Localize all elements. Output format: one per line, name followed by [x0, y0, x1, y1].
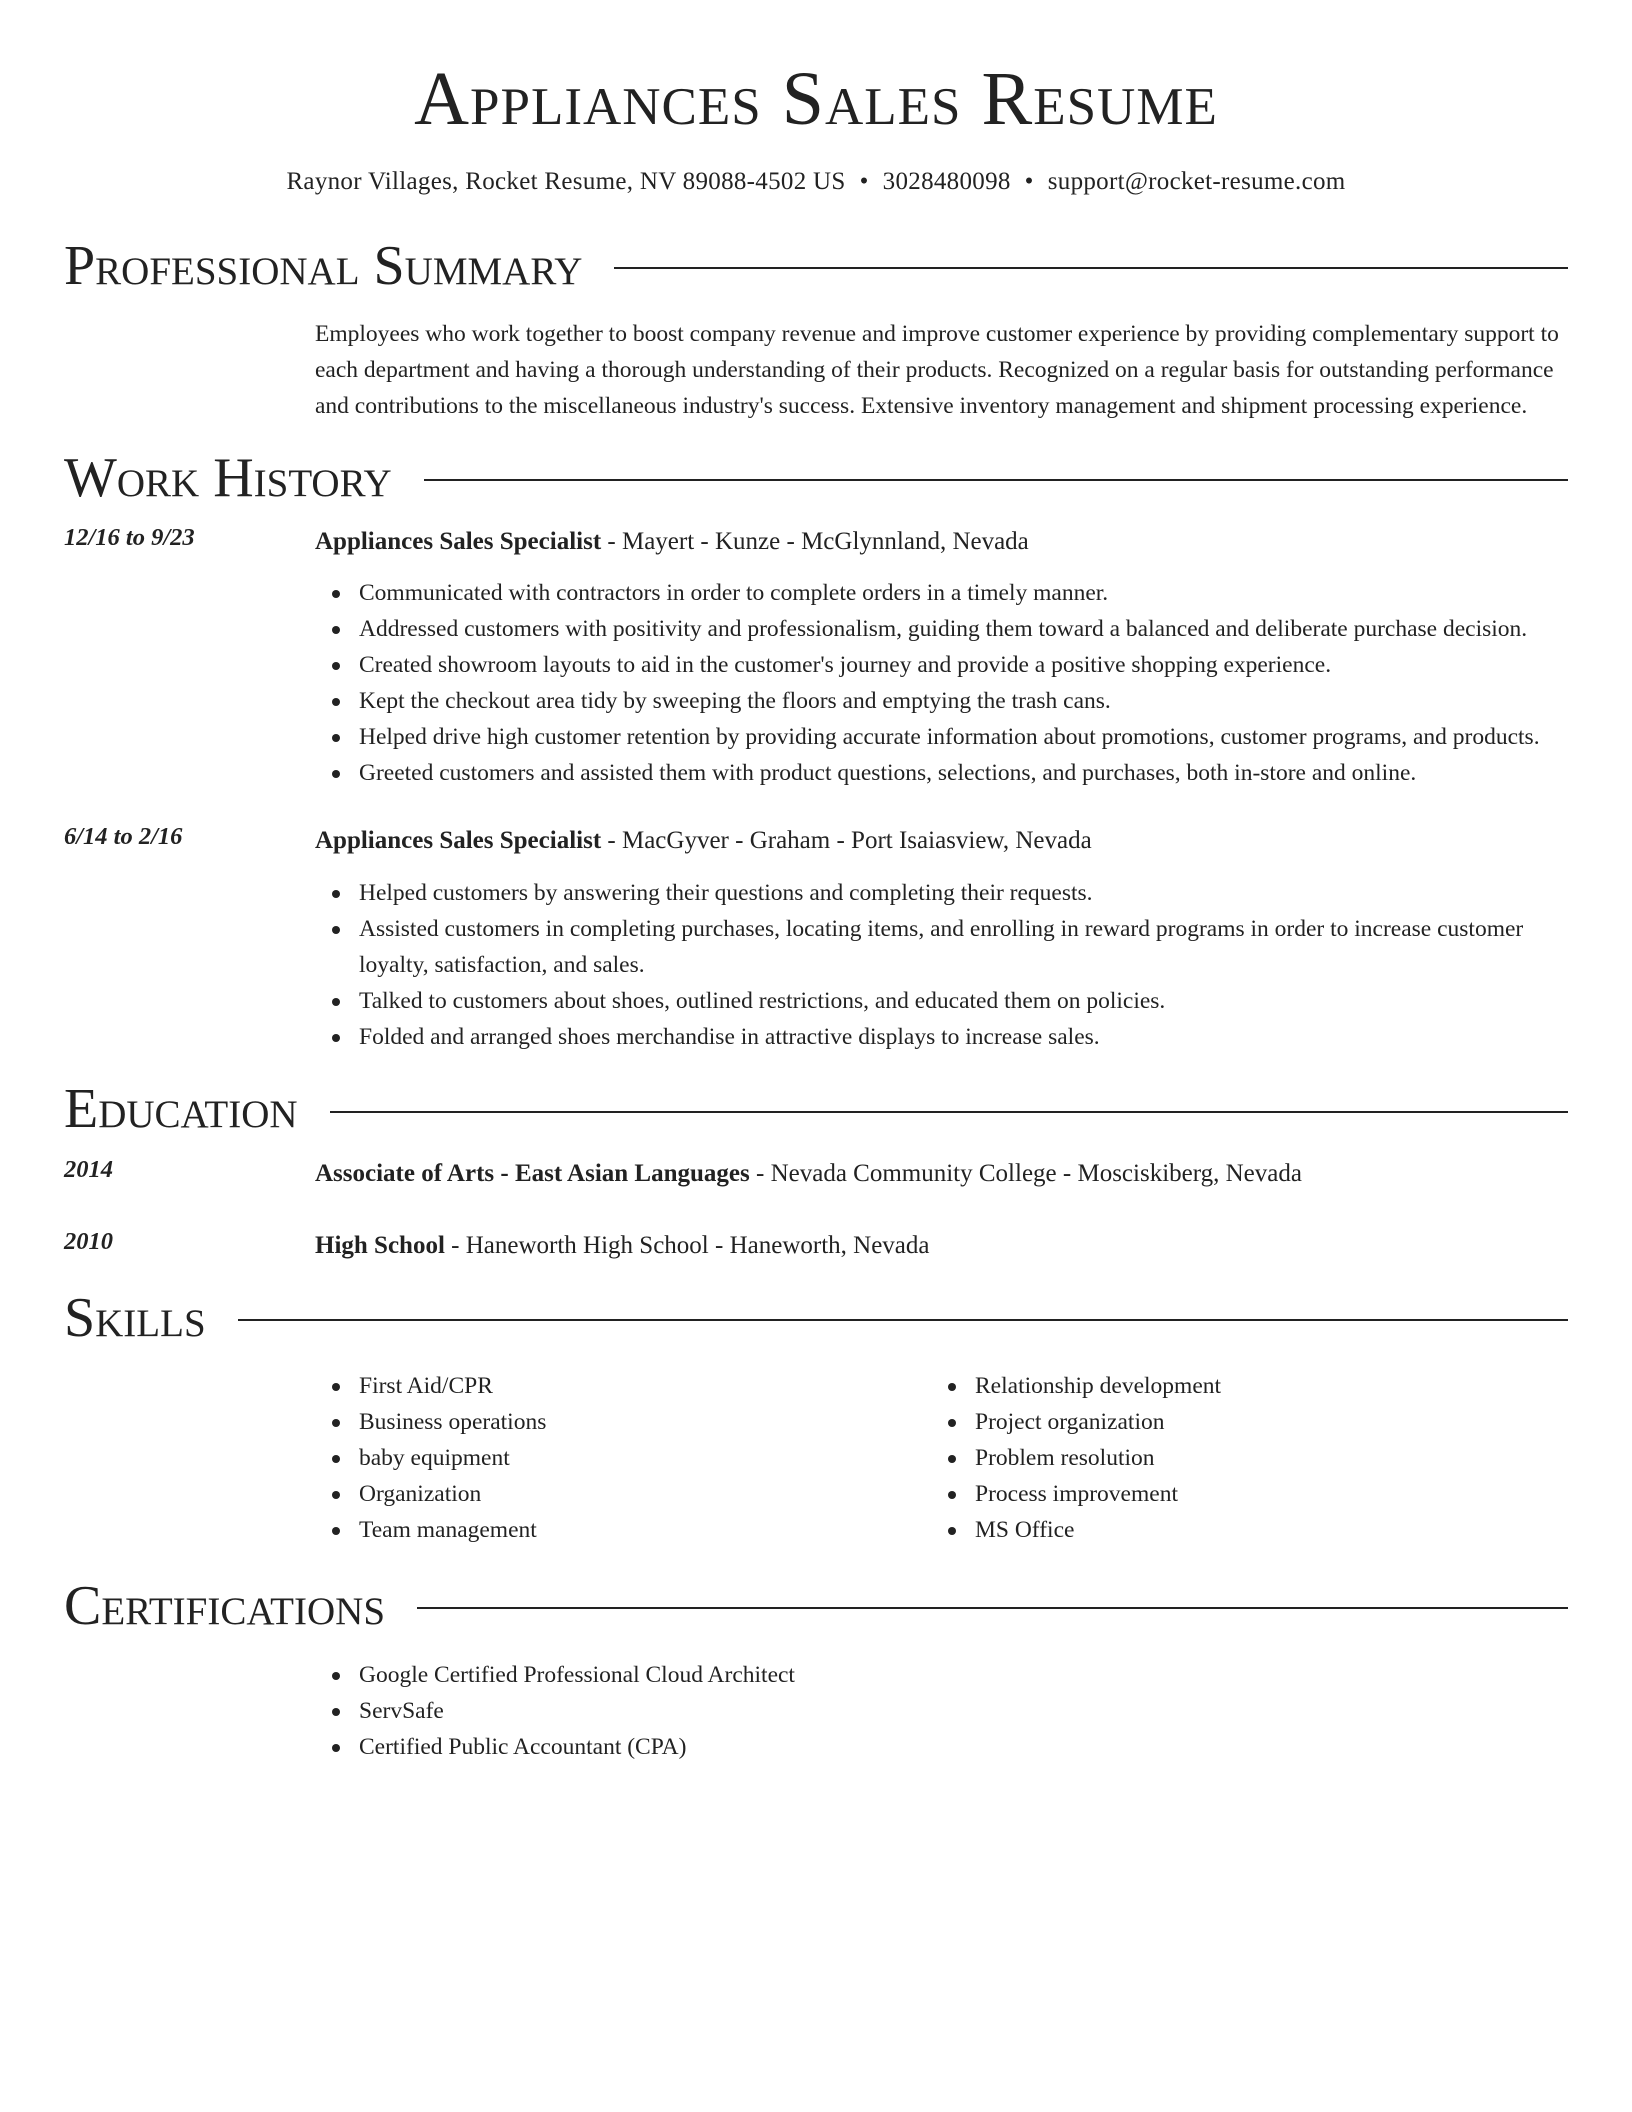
job-heading: [315, 524, 1568, 560]
resume-title: Appliances Sales Resume: [414, 57, 1218, 141]
summary-text: Employees who work together to boost company revenue and improve customer experience by providing complementary support to each department and having a thorough understanding of their products. Recognized on a regular basis for outstanding performance and contributions to the miscellaneous industry's success. Extensive inventory management and shipment processing experience.: [315, 320, 1559, 419]
education-heading: Education: [64, 1078, 298, 1141]
section-divider: [614, 267, 1568, 269]
list-item: Greeted customers and assisted them with product questions, selections, and purchases, both in-store and online.: [315, 755, 1568, 791]
work-history-heading: Work History: [64, 446, 392, 509]
education-heading-line: [315, 1156, 1568, 1192]
summary-section-header: [64, 234, 1568, 298]
education-entry: [64, 1156, 1568, 1192]
skills-heading: Skills: [64, 1286, 206, 1349]
job-bullets: [315, 875, 1568, 1055]
list-item: Talked to customers about shoes, outlined restrictions, and educated them on policies.: [315, 983, 1568, 1019]
list-item: Communicated with contractors in order to complete orders in a timely manner.: [315, 575, 1568, 611]
job-entry: [64, 823, 1568, 1055]
education-entry: [64, 1228, 1568, 1264]
certifications-section-header: [64, 1574, 1568, 1638]
certifications-list: [315, 1657, 1568, 1765]
contact-address: Raynor Villages, Rocket Resume, NV 89088-4502 US: [286, 167, 846, 195]
certification-item: Certified Public Accountant (CPA): [315, 1729, 1568, 1765]
skills-section-header: [64, 1286, 1568, 1350]
education-year: 2010: [64, 1227, 113, 1255]
job-bullets: [315, 575, 1568, 791]
section-divider: [424, 479, 1568, 481]
summary-heading: Professional Summary: [64, 234, 583, 297]
skill-item: Organization: [315, 1476, 931, 1512]
job-title: Appliances Sales Specialist: [315, 827, 602, 855]
education-degree: High School: [315, 1231, 445, 1259]
education-year: 2014: [64, 1155, 113, 1183]
contact-separator: •: [859, 167, 869, 195]
skill-item: baby equipment: [315, 1440, 931, 1476]
skill-item: First Aid/CPR: [315, 1368, 931, 1404]
list-item: Folded and arranged shoes merchandise in attractive displays to increase sales.: [315, 1019, 1568, 1055]
contact-phone: 3028480098: [882, 167, 1011, 195]
education-details: - Nevada Community College - Mosciskiberg, Nevada: [749, 1159, 1302, 1187]
contact-email: support@rocket-resume.com: [1047, 167, 1346, 195]
education-section-header: [64, 1077, 1568, 1141]
education-details: - Haneworth High School - Haneworth, Nevada: [444, 1231, 930, 1259]
work-history-section-header: [64, 446, 1568, 510]
education-heading-line: [315, 1228, 1568, 1264]
skill-item: MS Office: [931, 1512, 1547, 1548]
section-divider: [238, 1319, 1568, 1321]
section-divider: [330, 1111, 1568, 1113]
skill-item: Team management: [315, 1512, 931, 1548]
section-divider: [417, 1607, 1568, 1609]
skill-item: Process improvement: [931, 1476, 1547, 1512]
certification-item: ServSafe: [315, 1693, 1568, 1729]
list-item: Kept the checkout area tidy by sweeping the floors and emptying the trash cans.: [315, 683, 1568, 719]
contact-separator: •: [1024, 167, 1034, 195]
certifications-heading: Certifications: [64, 1575, 386, 1638]
list-item: Assisted customers in completing purchases, locating items, and enrolling in reward programs in order to increase customer loyalty, satisfaction, and sales.: [315, 911, 1568, 983]
job-details: - Mayert - Kunze - McGlynnland, Nevada: [601, 528, 1029, 556]
resume-page: [64, 0, 1568, 1765]
skill-item: Relationship development: [931, 1368, 1547, 1404]
list-item: Helped drive high customer retention by providing accurate information about promotions, customer programs, and products.: [315, 719, 1568, 755]
skills-grid: [315, 1368, 1568, 1548]
list-item: Addressed customers with positivity and professionalism, guiding them toward a balanced and deliberate purchase decision.: [315, 611, 1568, 647]
skill-item: Problem resolution: [931, 1440, 1547, 1476]
education-degree: Associate of Arts - East Asian Languages: [315, 1159, 750, 1187]
job-entry: [64, 524, 1568, 791]
contact-line: [64, 168, 1568, 196]
skill-item: Project organization: [931, 1404, 1547, 1440]
skills-list-left: [315, 1368, 931, 1548]
job-dates: 12/16 to 9/23: [64, 524, 195, 552]
certification-item: Google Certified Professional Cloud Architect: [315, 1657, 1568, 1693]
job-dates: 6/14 to 2/16: [64, 823, 183, 851]
skill-item: Business operations: [315, 1404, 931, 1440]
list-item: Created showroom layouts to aid in the customer's journey and provide a positive shopping experience.: [315, 647, 1568, 683]
job-title: Appliances Sales Specialist: [315, 528, 602, 556]
skills-list-right: [931, 1368, 1547, 1548]
job-heading: [315, 823, 1568, 859]
list-item: Helped customers by answering their questions and completing their requests.: [315, 875, 1568, 911]
job-details: - MacGyver - Graham - Port Isaiasview, Nevada: [601, 827, 1092, 855]
